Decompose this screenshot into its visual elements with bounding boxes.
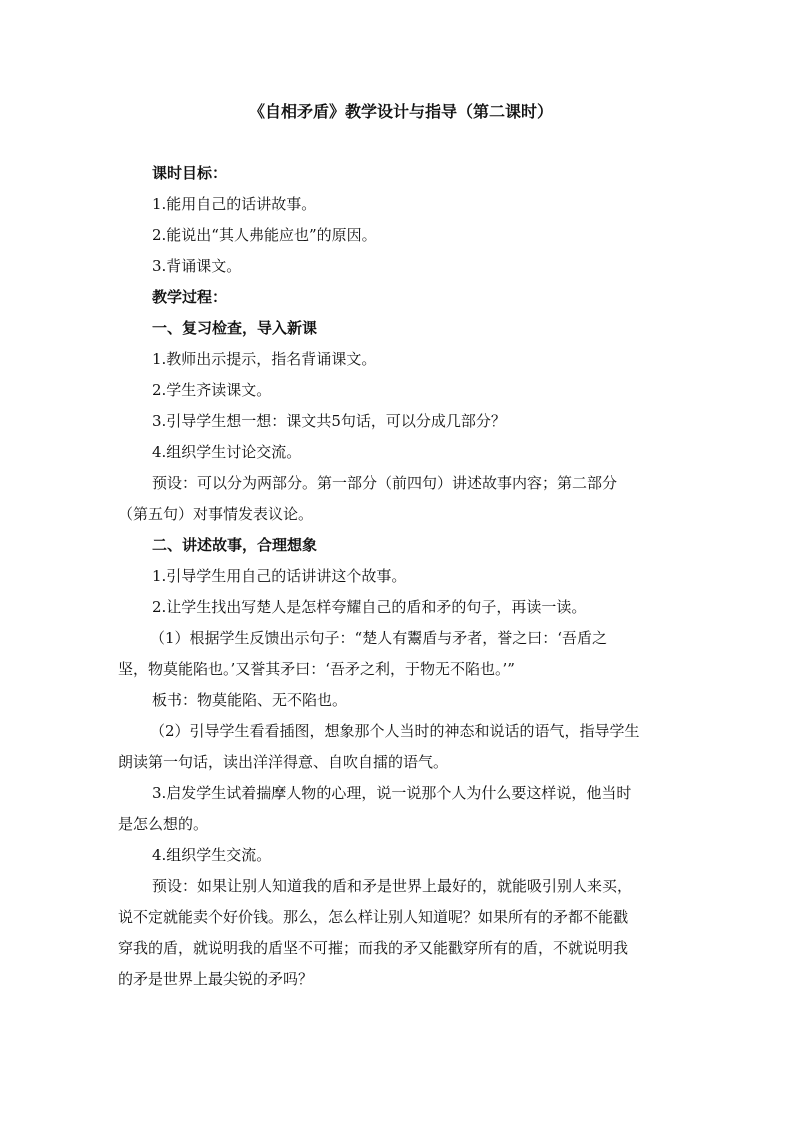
paragraph-line: 说不定就能卖个好价钱。那么，怎么样让别人知道呢？如果所有的矛都不能戳 bbox=[118, 908, 629, 926]
section-heading: 课时目标： bbox=[152, 164, 228, 182]
paragraph-line: 板书：物莫能陷、无不陷也。 bbox=[152, 691, 348, 709]
paragraph-line: 是怎么想的。 bbox=[118, 815, 209, 833]
paragraph-line: 2.能说出“其人弗能应也”的原因。 bbox=[152, 226, 377, 244]
paragraph-line: 预设：如果让别人知道我的盾和矛是世界上最好的，就能吸引别人来买， bbox=[152, 877, 633, 895]
paragraph-line: 3.引导学生想一想：课文共5句话，可以分成几部分？ bbox=[152, 412, 506, 430]
section-heading: 二、讲述故事，合理想象 bbox=[152, 536, 318, 554]
paragraph-line: （2）引导学生看看插图，想象那个人当时的神态和说话的语气，指导学生 bbox=[150, 722, 640, 740]
paragraph-line: 2.学生齐读课文。 bbox=[152, 381, 272, 399]
paragraph-line: （第五句）对事情发表议论。 bbox=[118, 505, 314, 523]
paragraph-line: 4.组织学生交流。 bbox=[152, 846, 272, 864]
paragraph-line: 穿我的盾，就说明我的盾坚不可摧；而我的矛又能戳穿所有的盾，不就说明我 bbox=[118, 939, 629, 957]
paragraph-line: 朗读第一句话，读出洋洋得意、自吹自擂的语气。 bbox=[118, 753, 449, 771]
paragraph-line: 1.教师出示提示，指名背诵课文。 bbox=[152, 350, 377, 368]
paragraph-line: 4.组织学生讨论交流。 bbox=[152, 443, 302, 461]
section-heading: 教学过程： bbox=[152, 288, 228, 306]
paragraph-line: 1.能用自己的话讲故事。 bbox=[152, 195, 317, 213]
paragraph-line: 的矛是世界上最尖锐的矛吗？ bbox=[118, 970, 314, 988]
document-body bbox=[118, 158, 678, 995]
document-title: 《自相矛盾》教学设计与指导（第二课时） bbox=[248, 102, 553, 121]
paragraph-line: 3.背诵课文。 bbox=[152, 257, 242, 275]
paragraph-line: 1.引导学生用自己的话讲讲这个故事。 bbox=[152, 567, 407, 585]
paragraph-line: 3.启发学生试着揣摩人物的心理，说一说那个人为什么要这样说，他当时 bbox=[152, 784, 632, 802]
paragraph-line: 坚，物莫能陷也。’又誉其矛曰：‘吾矛之利，于物无不陷也。’” bbox=[118, 660, 515, 678]
paragraph-line: （1）根据学生反馈出示句子：“楚人有鬻盾与矛者，誉之曰：‘吾盾之 bbox=[150, 629, 607, 647]
paragraph-line: 2.让学生找出写楚人是怎样夸耀自己的盾和矛的句子，再读一读。 bbox=[152, 598, 587, 616]
paragraph-line: 预设：可以分为两部分。第一部分（前四句）讲述故事内容；第二部分 bbox=[152, 474, 618, 492]
section-heading: 一、复习检查，导入新课 bbox=[152, 319, 318, 337]
